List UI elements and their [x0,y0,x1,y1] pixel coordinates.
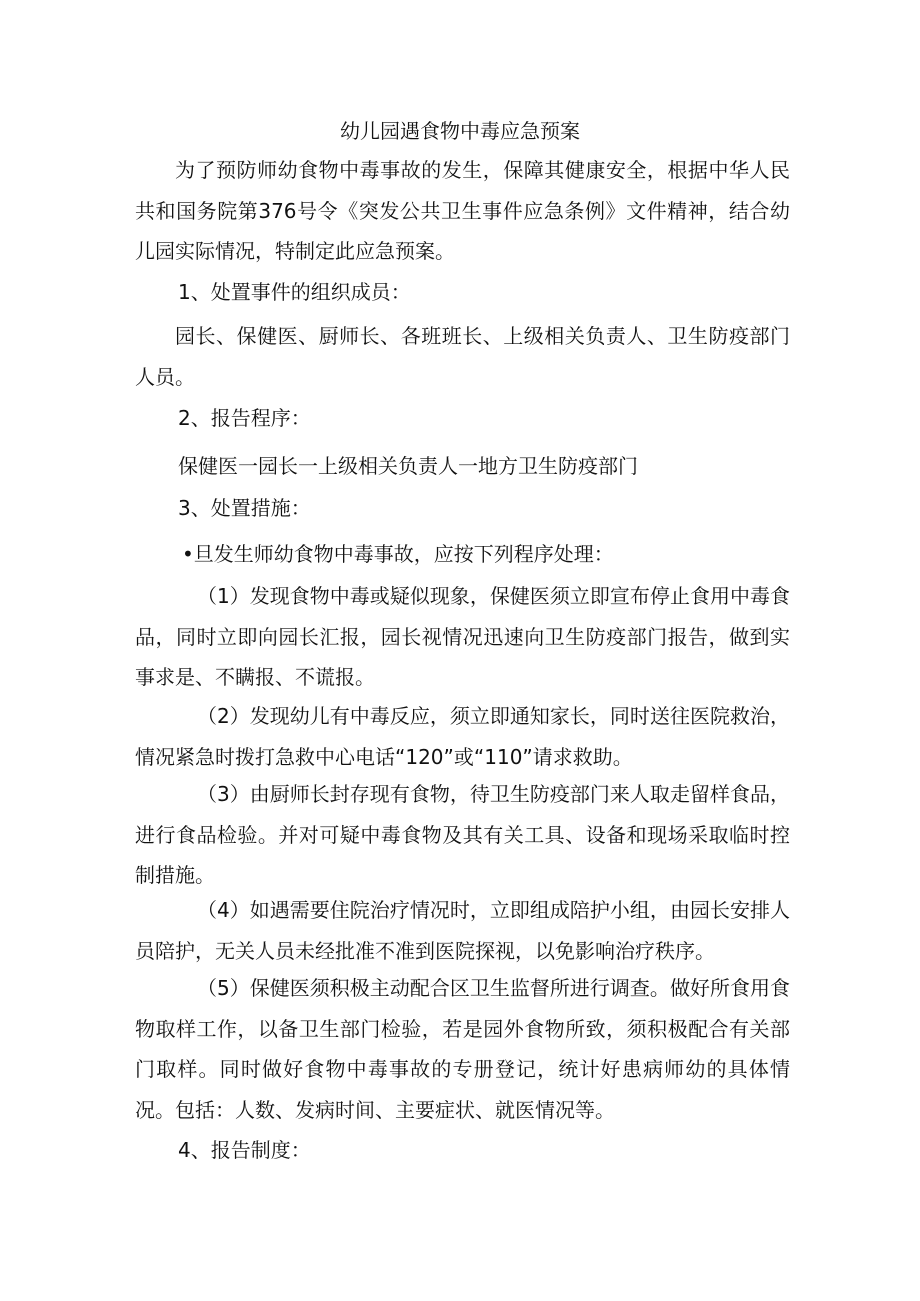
section-4-heading: 4、报告制度： [178,1138,311,1162]
step-5-paragraph: （5）保健医须积极主动配合区卫生监督所进行调查。做好所食用食物取样工作，以备卫生部门检验，若是园外食物所致，须积极配合有关部门取样。同时做好食物中毒事故的专册登记，统计好患病师幼的具体情况。包括：人数、发病时间、主要症状、就医情况等。 [135,976,790,1122]
section-1-heading: 1、处置事件的组织成员： [178,280,411,304]
step-3-paragraph: （3）由厨师长封存现有食物，待卫生防疫部门来人取走留样食品，进行食品检验。并对可疑中毒食物及其有关工具、设备和现场采取临时控制措施。 [135,782,790,887]
section-1-body: 园长、保健医、厨师长、各班班长、上级相关负责人、卫生防疫部门人员。 [135,324,790,389]
section-2-body: 保健医一园长一上级相关负责人一地方卫生防疫部门 [178,454,638,478]
section-2-heading: 2、报告程序： [178,406,311,430]
section-3-lead: •旦发生师幼食物中毒事故，应按下列程序处理： [182,542,614,566]
section-3-heading: 3、处置措施： [178,496,311,520]
step-2-paragraph: （2）发现幼儿有中毒反应，须立即通知家长，同时送往医院救治，情况紧急时拨打急救中心电话“120”或“110”请求救助。 [135,704,790,769]
step-4-paragraph: （4）如遇需要住院治疗情况时，立即组成陪护小组，由园长安排人员陪护，无关人员未经批准不准到医院探视，以免影响治疗秩序。 [135,898,790,963]
step-1-paragraph: （1）发现食物中毒或疑似现象，保健医须立即宣布停止食用中毒食品，同时立即向园长汇报，园长视情况迅速向卫生防疫部门报告，做到实事求是、不瞒报、不谎报。 [135,584,790,689]
intro-paragraph: 为了预防师幼食物中毒事故的发生，保障其健康安全，根据中华人民共和国务院第376号令《突发公共卫生事件应急条例》文件精神，结合幼儿园实际情况，特制定此应急预案。 [135,158,790,263]
document-title: 幼儿园遇食物中毒应急预案 [340,119,580,143]
